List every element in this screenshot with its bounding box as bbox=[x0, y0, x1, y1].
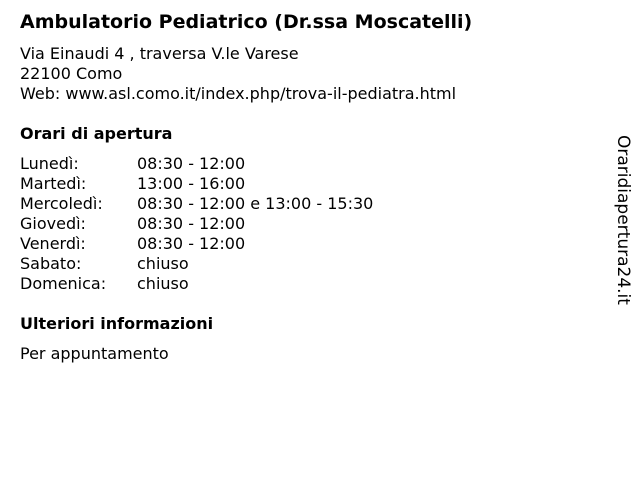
hours-time: 08:30 - 12:00 e 13:00 - 15:30 bbox=[137, 194, 374, 213]
side-brand-watermark: Oraridiapertura24.it bbox=[613, 135, 633, 305]
hours-day: Sabato: bbox=[20, 254, 82, 273]
hours-day: Venerdì: bbox=[20, 234, 86, 253]
hours-time: 08:30 - 12:00 bbox=[137, 154, 246, 173]
hours-day: Domenica: bbox=[20, 274, 107, 293]
hours-time: chiuso bbox=[137, 274, 189, 293]
website-line[interactable]: Web: www.asl.como.it/index.php/trova-il-pediatra.html bbox=[20, 84, 457, 103]
city-address: 22100 Como bbox=[20, 64, 123, 83]
hours-day: Mercoledì: bbox=[20, 194, 103, 213]
hours-day: Martedì: bbox=[20, 174, 87, 193]
hours-day: Giovedì: bbox=[20, 214, 86, 233]
additional-info-text: Per appuntamento bbox=[20, 344, 169, 363]
opening-hours-heading: Orari di apertura bbox=[20, 124, 173, 143]
address-block bbox=[20, 44, 456, 104]
hours-time: 08:30 - 12:00 bbox=[137, 234, 246, 253]
page-title: Ambulatorio Pediatrico (Dr.ssa Moscatelli) bbox=[20, 11, 473, 33]
hours-time: 08:30 - 12:00 bbox=[137, 214, 246, 233]
hours-day: Lunedì: bbox=[20, 154, 79, 173]
street-address: Via Einaudi 4 , traversa V.le Varese bbox=[20, 44, 299, 63]
hours-time: 13:00 - 16:00 bbox=[137, 174, 246, 193]
additional-info-heading: Ulteriori informazioni bbox=[20, 314, 214, 333]
hours-time: chiuso bbox=[137, 254, 189, 273]
